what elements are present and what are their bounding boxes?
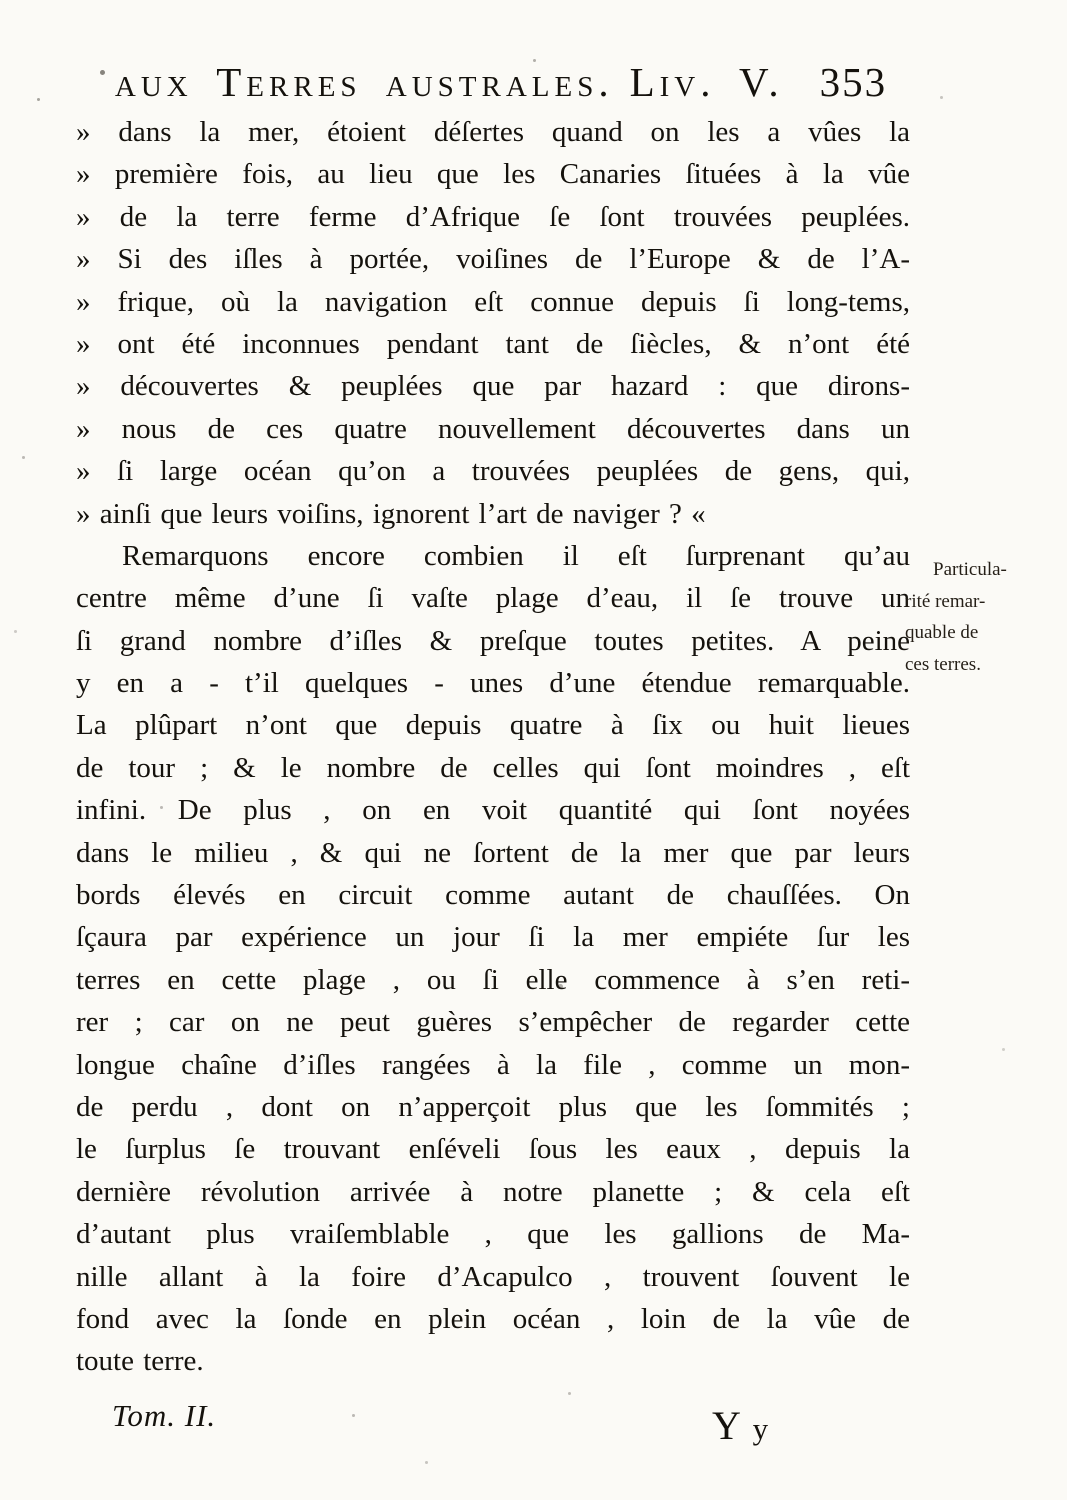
text-line: » ont été inconnues pendant tant de ſiècles, & n’ont été [76, 327, 910, 360]
text-line: dernière révolution arrivée à notre planette ; & cela eſt [76, 1175, 910, 1208]
text-line: infini. De plus , on en voit quantité qui ſont noyées [76, 794, 910, 827]
margin-note-line: quable de [905, 622, 979, 643]
margin-note-line: rité remar- [905, 590, 986, 612]
text-line: y en a - t’il quelques - unes d’une étendue remarquable. [76, 667, 910, 700]
text-line: » Si des iſles à portée, voiſines de l’Europe & de l’A- [76, 243, 910, 276]
margin-note-line: ces terres. [905, 653, 981, 675]
text-line: » découvertes & peuplées que par hazard : que dirons- [76, 370, 910, 403]
text-line: nille allant à la foire d’Acapulco , trouvent ſouvent le [76, 1260, 910, 1293]
running-title: aux Terres australes. [114, 59, 614, 105]
text-line: ſi grand nombre d’iſles & preſque toutes petites. A peine [76, 624, 910, 657]
text-line: terres en cette plage , ou ſi elle commence à s’en reti- [76, 963, 910, 996]
text-line: de tour ; & le nombre de celles qui ſont moindres , eſt [76, 751, 910, 784]
text-line: ſçaura par expérience un jour ſi la mer empiéte ſur les [76, 921, 910, 954]
text-line: d’autant plus vraiſemblable , que les gallions de Ma- [76, 1218, 910, 1251]
text-line: de perdu , dont on n’apperçoit plus que les ſommités ; [76, 1090, 910, 1123]
text-line: fond avec la ſonde en plein océan , loin de la vûe de [76, 1302, 910, 1335]
text-line: » ainſi que leurs voiſins, ignorent l’art de naviger ? « [76, 497, 706, 530]
signature-mark: Y y [712, 1403, 769, 1448]
scan-speckles [0, 0, 3, 3]
body-text [76, 111, 910, 1383]
text-line: » ſi large océan qu’on a trouvées peuplées de gens, qui, [76, 455, 910, 488]
text-line: bords élevés en circuit comme autant de chauſſées. On [76, 879, 910, 912]
volume-label: Tom. II. [112, 1398, 217, 1433]
text-line: » première fois, au lieu que les Canaries ſituées à la vûe [76, 158, 910, 191]
page-number: 353 [819, 59, 888, 105]
margin-note-line: Particula- [933, 559, 1007, 580]
text-line: le ſurplus ſe trouvant enſéveli ſous les eaux , depuis la [76, 1133, 910, 1166]
text-line: centre même d’une ſi vaſte plage d’eau, il ſe trouve un [76, 582, 910, 615]
text-line: » de la terre ferme d’Afrique ſe ſont trouvées peuplées. [76, 200, 910, 233]
text-line: » frique, où la navigation eſt connue depuis ſi long-tems, [76, 285, 910, 318]
book-reference: Liv. V. [629, 59, 784, 105]
text-line: Remarquons encore combien il eſt ſurprenant qu’au [122, 539, 910, 572]
margin-note [905, 554, 1055, 680]
text-line: toute terre. [76, 1345, 204, 1378]
text-line: longue chaîne d’iſles rangées à la file , comme un mon- [76, 1048, 910, 1081]
text-line: rer ; car on ne peut guères s’empêcher de regarder cette [76, 1006, 910, 1039]
running-header [76, 58, 926, 106]
text-line: » dans la mer, étoient déſertes quand on les a vûes la [76, 116, 910, 148]
text-line: La plûpart n’ont que depuis quatre à ſix ou huit lieues [76, 709, 910, 742]
text-line: dans le milieu , & qui ne ſortent de la mer que par leurs [76, 836, 910, 869]
text-line: » nous de ces quatre nouvellement découvertes dans un [76, 412, 910, 445]
